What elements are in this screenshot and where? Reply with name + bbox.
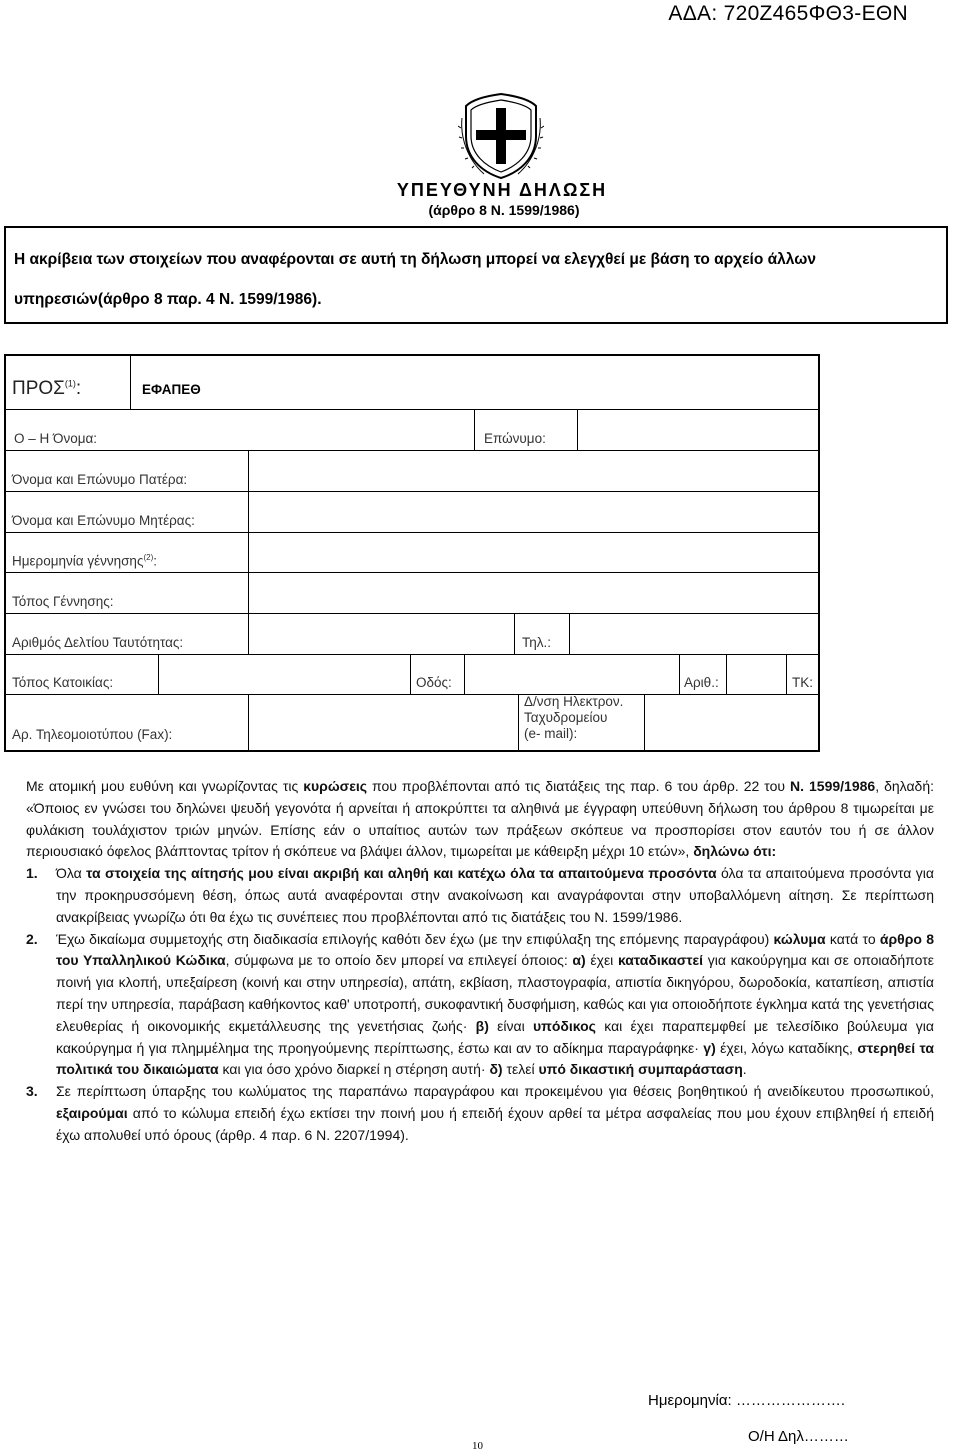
divider [410, 654, 411, 694]
birthplace-label: Τόπος Γέννησης: [12, 594, 114, 609]
declaration-intro: Με ατομική μου ευθύνη και γνωρίζοντας τις κυρώσεις που προβλέπονται από τις διατάξεις της παρ. 6 του άρθρ. 22 του Ν. 1599/1986, δηλαδή: «Όποιος εν γνώσει του δηλώνει ψευδή γεγονότα ή αρνείται ή αποκρύπτει τα αληθινά με έγγραφη υπεύθυνη δήλωση του άρθρου 8 τιμωρείται με φυλάκιση τουλάχιστον τριών μηνών. Επίσης εάν ο υπαίτιος αυτών των πράξεων σκόπευε να προσπορίσει στον εαυτόν του ή σε άλλον περιουσιακό όφελος βλάπτοντας τρίτον ή σκόπευε να βλάψει άλλον, τιμωρείται με κάθειρξη μέχρι 10 ετών», δηλώνω ότι: [26, 778, 935, 860]
father-name-label: Όνομα και Επώνυμο Πατέρα: [12, 472, 188, 487]
street-number-label: Αριθ.: [684, 675, 719, 690]
divider [679, 654, 680, 694]
divider [577, 409, 578, 450]
email-label: Δ/νση Ηλεκτρον. Ταχυδρομείου (e- mail): [524, 694, 624, 741]
declaration-text [26, 776, 934, 1147]
document-title: ΥΠΕΥΘΥΝΗ ΔΗΛΩΣΗ [396, 180, 608, 200]
page-number: 10 [472, 1440, 483, 1452]
document-subtitle: (άρθρο 8 Ν. 1599/1986) [428, 202, 580, 218]
street-label: Οδός: [416, 675, 452, 690]
form-row-birthplace [6, 572, 818, 614]
surname-label: Επώνυμο: [484, 431, 546, 446]
divider [464, 654, 465, 694]
accuracy-notice: Η ακρίβεια των στοιχείων που αναφέρονται σε αυτή τη δήλωση μπορεί να ελεγχθεί με βάση το αρχείο άλλων υπηρεσιών(άρθρο 8 παρ. 4 Ν. 1599/1986). [4, 226, 948, 324]
date-field: Ημερομηνία: …………………. [648, 1392, 846, 1409]
signer-field: Ο/Η Δηλ……… [748, 1428, 849, 1445]
residence-label: Τόπος Κατοικίας: [12, 675, 114, 690]
divider [569, 613, 570, 654]
divider [248, 450, 249, 654]
divider [474, 409, 475, 450]
recipient-value: ΕΦΑΠΕΘ [142, 382, 201, 397]
divider [786, 654, 787, 694]
phone-label: Τηλ.: [522, 635, 552, 650]
recipient-label: ΠΡΟΣ$^{(1)}$: [12, 378, 82, 399]
birth-date-label: Ημερομηνία γέννησης$^{(2)}$: [12, 553, 157, 569]
ada-code: ΑΔΑ: 720Ζ465ΦΘ3-ΕΘΝ [668, 2, 908, 25]
declaration-item-2: 2. Έχω δικαίωμα συμμετοχής στη διαδικασία επιλογής καθότι δεν έχω (με την επιφύλαξη της επόμενης παραγράφου) κώλυμα κατά το άρθρο 8 του Υπαλληλικού Κώδικα, σύμφωνα με το οποίο δεν μπορεί να επιλεγεί όποιος: α) έχει καταδικαστεί για κακούργημα και σε οποιαδήποτε ποινή για κλοπή, υπεξαίρεση (κοινή και στην υπηρεσία), απάτη, εκβίαση, πλαστογραφία, απιστία δικηγόρου, δωροδοκία, καταπίεση, απιστία περί την υπηρεσία, παράβαση καθήκοντος καθ' υποτροπή, συκοφαντική δυσφήμιση, καθώς και για οποιοδήποτε έγκλημα κατά της γενετήσιας ελευθερίας ή οικονομικής εκμετάλλευσης της γενετήσιας ζωής· β) είναι υπόδικος και έχει παραπεμφθεί με τελεσίδικο βούλευμα για κακούργημα ή για πλημμέλημα της προηγούμενης περίπτωσης, έστω και αν το αδίκημα παραγράφηκε· γ) έχει, λόγω καταδίκης, στερηθεί τα πολιτικά του δικαιώματα και για όσο χρόνο διαρκεί η στέρηση αυτή· δ) τελεί υπό δικαστική συμπαράσταση. [26, 930, 935, 1078]
mother-name-label: Όνομα και Επώνυμο Μητέρας: [12, 513, 195, 528]
form-row-recipient [6, 356, 818, 410]
divider [130, 356, 131, 409]
name-label: Ο – Η Όνομα: [14, 431, 98, 446]
divider [514, 613, 515, 654]
id-number-label: Αριθμός Δελτίου Ταυτότητας: [12, 635, 184, 650]
hellenic-republic-emblem [458, 88, 544, 182]
postal-code-label: ΤΚ: [792, 675, 814, 690]
divider [518, 694, 519, 750]
divider [644, 694, 645, 750]
declaration-form [4, 354, 820, 752]
divider [248, 694, 249, 750]
declaration-item-1: 1. Όλα τα στοιχεία της αίτησής μου είναι ακριβή και αληθή και κατέχω όλα τα απαιτούμενα προσόντα όλα τα απαιτούμενα προσόντα για την προκηρυσσόμενη θέση, όπως αυτά αναφέρονται στην ανακοίνωση και αναγράφονται στην υποβαλλόμενη αίτηση. Σε περίπτωση ανακρίβειας γνωρίζω ότι θα έχω τις συνέπειες που προβλέπονται από τις διατάξεις του Ν. 1599/1986. [26, 865, 934, 925]
divider [158, 654, 159, 694]
declaration-item-3: 3. Σε περίπτωση ύπαρξης του κωλύματος της παραπάνω παραγράφου και προκειμένου για θέσεις βοηθητικού ή ανειδίκευτου προσωπικού, εξαιρούμαι από το κώλυμα επειδή έχω εκτίσει την ποινή μου ή επειδή έχουν αρθεί τα μέτρα ασφαλείας που μου έχουν επιβληθεί ή επειδή έχω απολυθεί υπό όρους (άρθρ. 4 παρ. 6 Ν. 2207/1994). [26, 1083, 934, 1143]
divider [726, 654, 727, 694]
form-row-name [6, 409, 818, 451]
fax-label: Αρ. Τηλεομοιοτύπου (Fax): [12, 727, 173, 742]
